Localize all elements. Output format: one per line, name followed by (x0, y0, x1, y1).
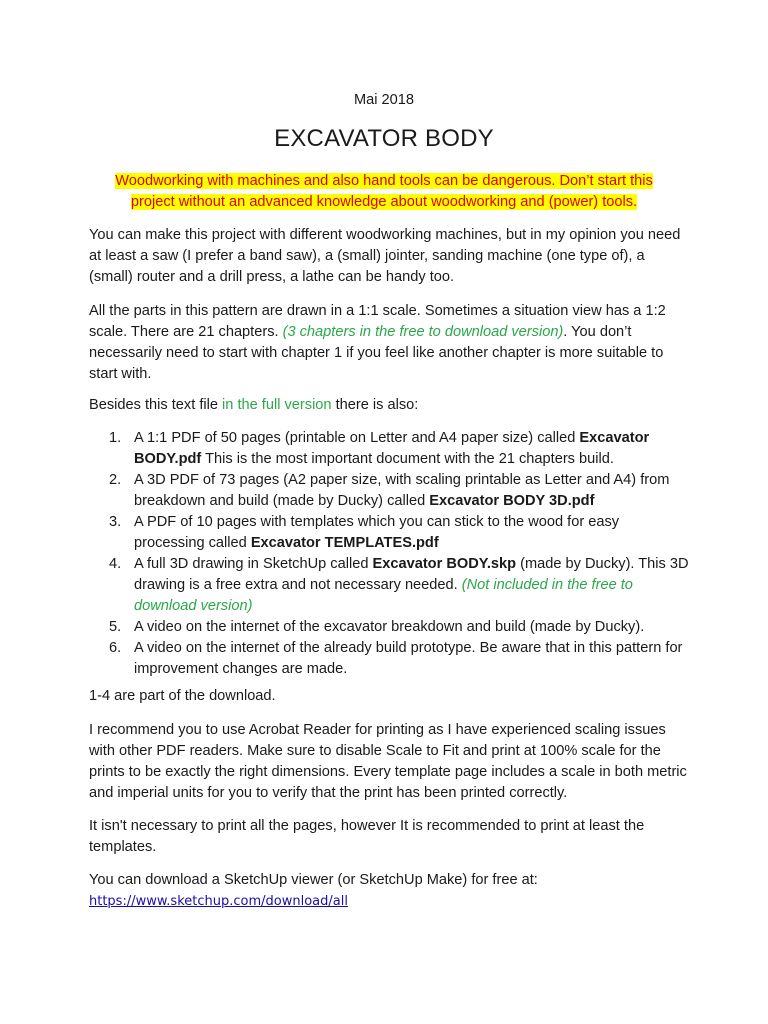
file-name: Excavator TEMPLATES.pdf (250, 535, 439, 551)
list-text: A 1:1 PDF of 50 pages (printable on Letter and A4 paper size) called (134, 430, 580, 446)
print-note: It isn't necessary to print all the pages, however It is recommended to print at least the templates. (89, 818, 645, 855)
besides-text-1: Besides this text file (89, 397, 223, 413)
list-text: A video on the internet of the excavator breakdown and build (made by Ducky). (134, 619, 645, 635)
list-text: (made by Ducky). This 3D drawing is a free extra and not necessary needed. (134, 556, 689, 593)
besides-paragraph (89, 395, 689, 416)
download-note: 1-4 are part of the download. (89, 688, 276, 704)
list-number: 4. (109, 556, 122, 572)
besides-text-2: there is also: (331, 397, 419, 413)
not-included-note: (Not included in the free to download version) (134, 577, 633, 614)
full-version-note: in the full version (222, 397, 332, 413)
list-item (89, 512, 689, 554)
list-text: A video on the internet of the already build prototype. Be aware that in this pattern for improvement changes are made. (134, 640, 683, 677)
list-number: 1. (109, 430, 122, 446)
list-item (89, 428, 689, 470)
scale-text-1: All the parts in this pattern are drawn in a 1:1 scale. Sometimes a situation view has a 1:2 scale. There are 21 chapters. (89, 303, 666, 340)
list-number: 2. (109, 472, 122, 488)
warning-line-2: project without an advanced knowledge about woodworking and (power) tools. (130, 194, 638, 210)
list-number: 5. (109, 619, 122, 635)
document-title: EXCAVATOR BODY (274, 125, 494, 152)
list-text: A full 3D drawing in SketchUp called (134, 556, 373, 572)
list-number: 3. (109, 514, 122, 530)
scale-text-2: . You don’t necessarily need to start with chapter 1 if you feel like another chapter is more suitable to start with. (89, 324, 664, 382)
list-text: This is the most important document with the 21 chapters build. (201, 451, 614, 467)
free-version-note: (3 chapters in the free to download version) (282, 324, 564, 340)
acrobat-paragraph: I recommend you to use Acrobat Reader for printing as I have experienced scaling issues with other PDF readers. Make sure to disable Scale to Fit and print at 100% scale for the prints to be exactly the right dimensions. Every template page includes a scale in both metric and imperial units for you to verify that the print has been printed correctly. (89, 722, 687, 801)
intro-paragraph: You can make this project with different woodworking machines, but in my opinion you need at least a saw (I prefer a band saw), a (small) jointer, sanding machine (one type of), a (small) router and a drill press, a lathe can be handy too. (89, 227, 681, 285)
list-item (89, 617, 689, 638)
file-name: Excavator BODY 3D.pdf (429, 493, 595, 509)
document-date: Mai 2018 (353, 92, 415, 108)
file-list (89, 428, 689, 680)
file-name: Excavator BODY.skp (372, 556, 517, 572)
warning-line-1: Woodworking with machines and also hand tools can be dangerous. Don’t start this (115, 173, 653, 189)
list-text: A 3D PDF of 73 pages (A2 paper size, with scaling printable as Letter and A4) from breakdown and build (made by Ducky) called (134, 472, 670, 509)
sketchup-paragraph (89, 870, 689, 912)
file-name: Excavator BODY.pdf (134, 430, 650, 467)
sketchup-download-link[interactable]: https://www.sketchup.com/download/all (89, 894, 348, 909)
safety-warning (0, 171, 768, 213)
sketchup-text: You can download a SketchUp viewer (or SketchUp Make) for free at: (89, 872, 538, 888)
list-number: 6. (109, 640, 122, 656)
list-item (89, 554, 689, 617)
list-text: A PDF of 10 pages with templates which you can stick to the wood for easy processing called (134, 514, 620, 551)
list-item (89, 470, 689, 512)
list-item (89, 638, 689, 680)
scale-paragraph (89, 301, 689, 385)
